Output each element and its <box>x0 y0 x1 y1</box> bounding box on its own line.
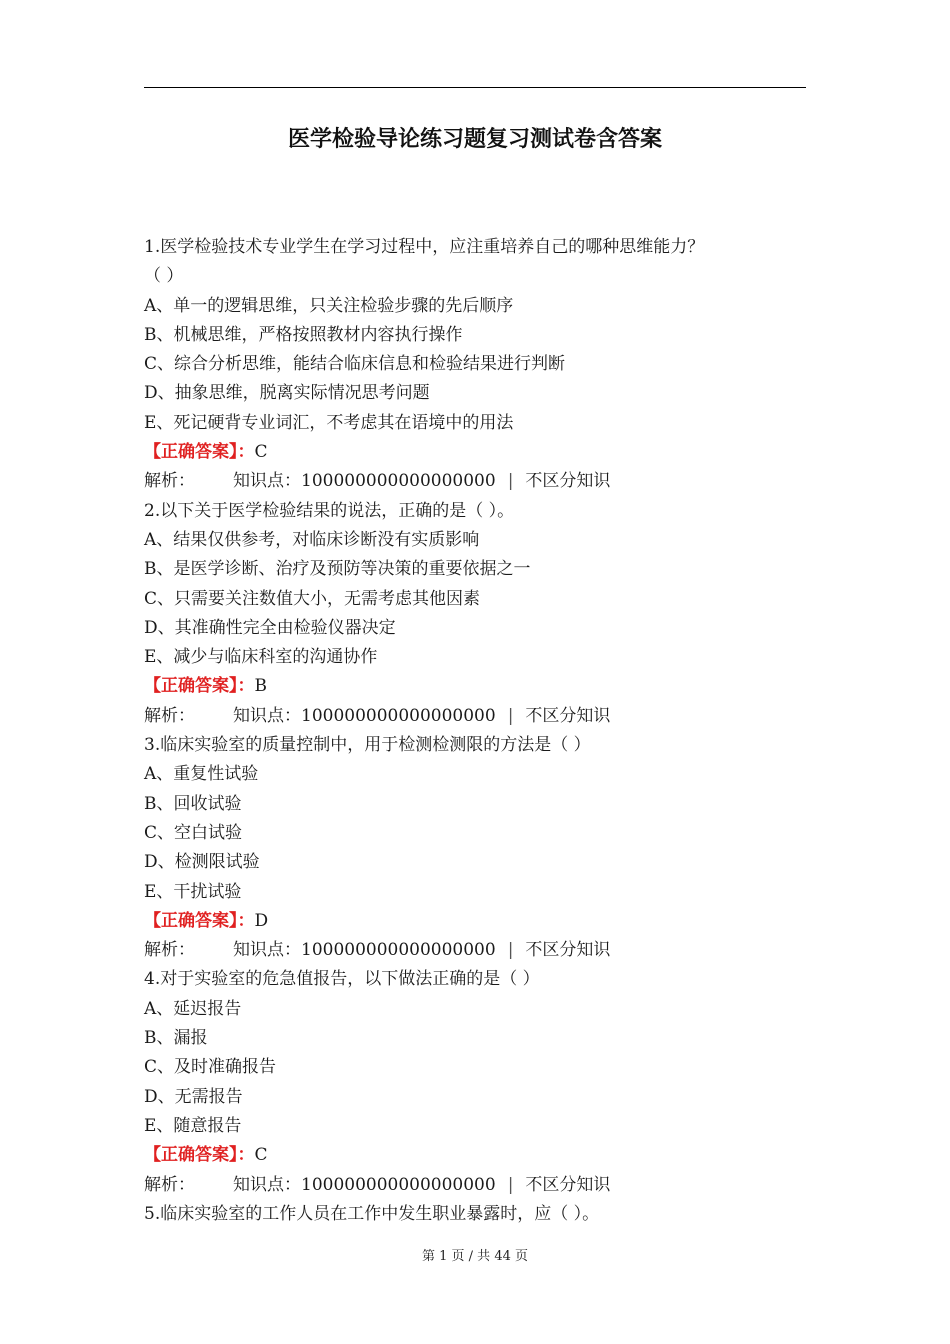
answer-label: 【正确答案】： <box>144 910 255 931</box>
separator: | <box>507 705 514 726</box>
answer-line <box>144 438 806 467</box>
answer-line <box>144 672 806 701</box>
page-title: 医学检验导论练习题复习测试卷含答案 <box>287 127 662 152</box>
option-d: D、其准确性完全由检验仪器决定 <box>144 617 396 638</box>
question-stem: 4.对于实验室的危急值报告，以下做法正确的是（ ） <box>144 969 540 990</box>
page-footer: 第 1 页 / 共 44 页 <box>422 1249 528 1264</box>
question-list <box>144 233 806 1229</box>
answer-line <box>144 907 806 936</box>
knowledge-value: 不区分知识 <box>525 1174 611 1195</box>
analysis-line <box>144 1171 806 1200</box>
separator: | <box>507 1174 514 1195</box>
option-c: C、综合分析思维，能结合临床信息和检验结果进行判断 <box>144 354 566 375</box>
option-a: A、重复性试验 <box>144 764 259 785</box>
option-e: E、死记硬背专业词汇，不考虑其在语境中的用法 <box>144 412 514 433</box>
analysis-label: 解析： <box>144 471 195 492</box>
option-a: A、延迟报告 <box>144 998 242 1019</box>
analysis-label: 解析： <box>144 705 195 726</box>
option-a: A、单一的逻辑思维，只关注检验步骤的先后顺序 <box>144 295 514 316</box>
analysis-line <box>144 702 806 731</box>
answer-line <box>144 1141 806 1170</box>
question-stem: 2.以下关于医学检验结果的说法，正确的是（ ）。 <box>144 500 515 521</box>
question-stem: 1.医学检验技术专业学生在学习过程中，应注重培养自己的哪种思维能力？ <box>144 237 705 257</box>
answer-label: 【正确答案】： <box>144 1145 255 1166</box>
answer-value: C <box>254 1145 268 1166</box>
option-b: B、是医学诊断、治疗及预防等决策的重要依据之一 <box>144 559 531 580</box>
knowledge-code: 100000000000000000 <box>301 471 496 492</box>
knowledge-code: 100000000000000000 <box>301 1174 496 1195</box>
option-d: D、无需报告 <box>144 1086 243 1107</box>
option-a: A、结果仅供参考，对临床诊断没有实质影响 <box>144 529 480 550</box>
knowledge-value: 不区分知识 <box>525 471 611 492</box>
header-rule <box>144 87 806 88</box>
option-c: C、只需要关注数值大小，无需考虑其他因素 <box>144 588 481 609</box>
analysis-line <box>144 936 806 965</box>
option-e: E、随意报告 <box>144 1115 242 1136</box>
analysis-label: 解析： <box>144 1174 195 1195</box>
separator: | <box>507 471 514 492</box>
knowledge-label: 知识点： <box>233 940 301 961</box>
option-b: B、回收试验 <box>144 793 242 814</box>
option-b: B、漏报 <box>144 1028 208 1049</box>
analysis-line <box>144 467 806 496</box>
question-stem: 5.临床实验室的工作人员在工作中发生职业暴露时，应（ ）。 <box>144 1203 600 1224</box>
option-d: D、抽象思维，脱离实际情况思考问题 <box>144 383 430 404</box>
separator: | <box>507 940 514 961</box>
knowledge-value: 不区分知识 <box>525 705 611 726</box>
question-stem-continuation: （ ） <box>144 266 184 287</box>
analysis-label: 解析： <box>144 940 195 961</box>
answer-value: C <box>254 442 268 463</box>
option-b: B、机械思维，严格按照教材内容执行操作 <box>144 324 463 345</box>
option-c: C、空白试验 <box>144 822 243 843</box>
question-stem: 3.临床实验室的质量控制中，用于检测检测限的方法是（ ） <box>144 735 591 756</box>
knowledge-label: 知识点： <box>233 705 301 726</box>
answer-label: 【正确答案】： <box>144 442 255 463</box>
option-c: C、及时准确报告 <box>144 1057 277 1078</box>
option-e: E、干扰试验 <box>144 881 242 902</box>
knowledge-code: 100000000000000000 <box>301 940 496 961</box>
answer-label: 【正确答案】： <box>144 676 255 697</box>
knowledge-label: 知识点： <box>233 471 301 492</box>
knowledge-label: 知识点： <box>233 1174 301 1195</box>
knowledge-value: 不区分知识 <box>525 940 611 961</box>
answer-value: B <box>254 676 267 697</box>
option-e: E、减少与临床科室的沟通协作 <box>144 647 378 668</box>
option-d: D、检测限试验 <box>144 852 260 873</box>
answer-value: D <box>254 910 269 931</box>
knowledge-code: 100000000000000000 <box>301 705 496 726</box>
